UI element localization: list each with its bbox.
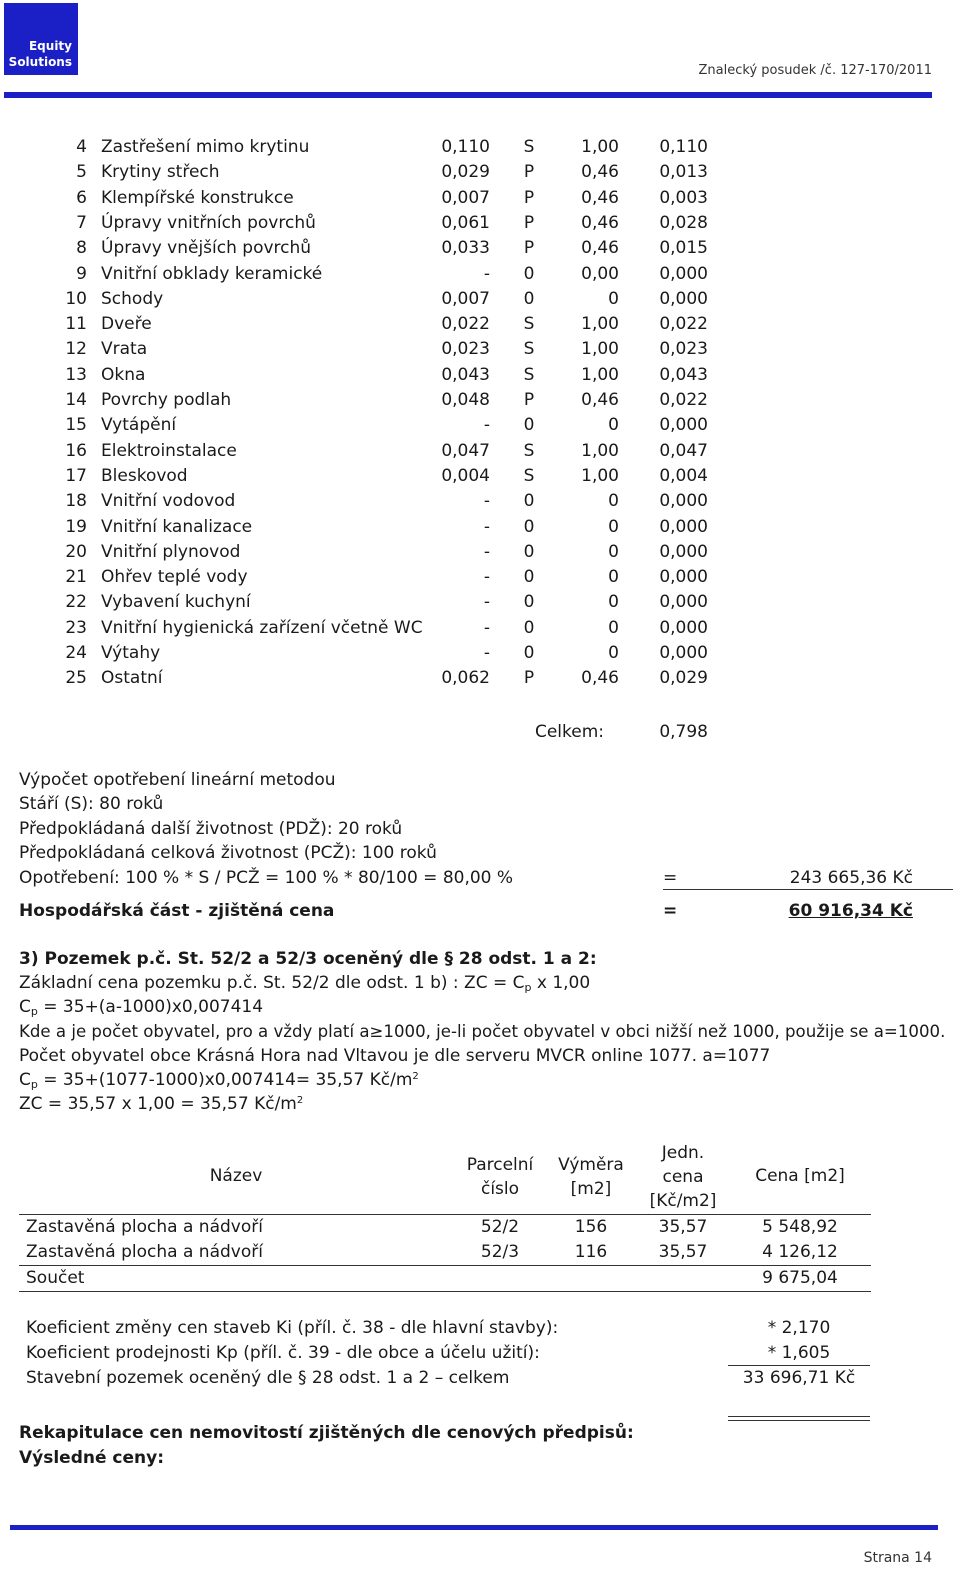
row-class: 0	[523, 541, 535, 562]
row-class: 0	[523, 617, 535, 638]
row-name: Vnitřní obklady keramické	[101, 263, 323, 284]
land-table-header-unit-1: Jedn.	[661, 1143, 705, 1163]
row-class: S	[523, 314, 535, 335]
row-result: 0,004	[659, 465, 708, 486]
row-name: Úpravy vnitřních povrchů	[101, 212, 316, 233]
row-number: 25	[65, 668, 87, 689]
row-coefficient: 0,46	[581, 212, 619, 233]
row-class: P	[523, 390, 535, 410]
row-share: 0,033	[441, 238, 490, 259]
land-cp-pre: C	[19, 1070, 31, 1090]
row-name: Schody	[101, 288, 164, 309]
row-coefficient: 0,46	[581, 668, 619, 689]
land-table-header-parcel-2: číslo	[480, 1179, 520, 1199]
land-table-header-name: Název	[209, 1166, 263, 1186]
wear-table-row	[0, 542, 720, 567]
land-cp-value	[19, 1070, 419, 1091]
land-base-price-b: x 1,00	[531, 973, 591, 993]
row-name: Dveře	[101, 314, 152, 335]
row-name: Vnitřní hygienická zařízení včetně WC	[101, 617, 423, 638]
land-table-header-area-1: Výměra	[558, 1155, 624, 1175]
row-coefficient: 0	[608, 617, 619, 638]
row-number: 8	[76, 238, 87, 259]
row-share: 0,062	[441, 668, 490, 689]
land-formula-pre: C	[19, 997, 31, 1017]
land-row-2-unit: 35,57	[658, 1242, 708, 1262]
row-coefficient: 1,00	[581, 137, 619, 157]
wear-calc-value: 243 665,36 Kč	[789, 868, 913, 888]
row-class: 0	[523, 592, 535, 613]
land-zc-sup: 2	[296, 1095, 304, 1106]
land-table-header-parcel-1: Parcelní	[466, 1155, 534, 1175]
row-name: Vnitřní plynovod	[101, 541, 241, 562]
row-number: 22	[65, 592, 87, 613]
row-name: Ostatní	[101, 668, 163, 689]
row-coefficient: 1,00	[581, 314, 619, 335]
land-zc-value	[19, 1094, 303, 1114]
row-class: S	[523, 339, 535, 360]
row-result: 0,000	[659, 288, 708, 309]
wear-table-row	[0, 188, 720, 213]
row-coefficient: 0	[608, 516, 619, 537]
land-row-1-unit: 35,57	[658, 1217, 708, 1237]
wear-calc-depreciation: Opotřebení: 100 % * S / PCŽ = 100 % * 80/100 = 80,00 %	[19, 868, 514, 888]
row-class: S	[523, 465, 535, 486]
row-result: 0,028	[659, 212, 708, 233]
row-share: 0,043	[441, 364, 490, 385]
row-share: 0,007	[441, 288, 490, 309]
wear-table-row	[0, 415, 720, 440]
row-class: S	[523, 137, 535, 157]
row-number: 12	[65, 339, 87, 360]
land-row-2-price: 4 126,12	[762, 1242, 838, 1262]
row-class: P	[523, 212, 535, 233]
row-result: 0,000	[659, 567, 708, 588]
row-number: 9	[76, 263, 87, 284]
row-result: 0,000	[659, 415, 708, 436]
wear-calc-eq: =	[663, 868, 678, 888]
row-share: -	[483, 617, 490, 638]
row-class: 0	[523, 491, 535, 512]
row-result: 0,043	[659, 364, 708, 385]
land-row-1-price: 5 548,92	[762, 1217, 838, 1237]
row-name: Vytápění	[101, 415, 177, 436]
wear-table-row	[0, 491, 720, 516]
company-logo	[4, 3, 78, 75]
land-cp-sub: p	[30, 1078, 38, 1091]
page-number: Strana 14	[863, 1550, 932, 1566]
land-table-header-unit-3: [Kč/m2]	[649, 1191, 717, 1211]
row-result: 0,029	[659, 668, 708, 689]
land-total-value: 33 696,71 Kč	[742, 1368, 856, 1388]
row-share: 0,007	[441, 187, 490, 208]
row-coefficient: 0,46	[581, 390, 619, 410]
row-result: 0,000	[659, 516, 708, 537]
row-share: -	[483, 541, 490, 562]
row-result: 0,022	[659, 314, 708, 335]
row-number: 19	[65, 516, 87, 537]
economic-part-label: Hospodářská část - zjištěná cena	[19, 901, 335, 921]
row-class: 0	[523, 415, 535, 436]
row-coefficient: 0	[608, 415, 619, 436]
wear-table-row	[0, 289, 720, 314]
row-coefficient: 1,00	[581, 364, 619, 385]
row-share: -	[483, 592, 490, 613]
row-number: 14	[65, 390, 87, 410]
wear-table-row	[0, 592, 720, 617]
row-name: Výtahy	[101, 643, 161, 663]
kp-underline	[728, 1365, 870, 1366]
wear-table-row	[0, 517, 720, 542]
row-coefficient: 1,00	[581, 440, 619, 461]
ki-label: Koeficient změny cen staveb Ki (příl. č. 38 - dle hlavní stavby):	[26, 1318, 559, 1338]
logo-line-2: Solutions	[8, 55, 72, 69]
row-coefficient: 1,00	[581, 339, 619, 360]
row-share: -	[483, 415, 490, 436]
land-sum-label: Součet	[26, 1268, 85, 1288]
row-name: Povrchy podlah	[101, 390, 232, 410]
row-coefficient: 0	[608, 567, 619, 588]
land-zc-line: ZC = 35,57 x 1,00 = 35,57 Kč/m	[19, 1094, 297, 1114]
row-coefficient: 0,46	[581, 238, 619, 259]
row-coefficient: 0	[608, 288, 619, 309]
land-base-price-a: Základní cena pozemku p.č. St. 52/2 dle odst. 1 b) : ZC = C	[19, 973, 525, 993]
row-result: 0,000	[659, 541, 708, 562]
land-cp-sup: 2	[412, 1071, 419, 1082]
row-number: 17	[65, 465, 87, 486]
row-result: 0,110	[659, 137, 708, 157]
economic-part-value: 60 916,34 Kč	[788, 901, 913, 921]
economic-part-eq: =	[663, 901, 678, 921]
row-class: P	[523, 162, 535, 183]
row-name: Úpravy vnějších povrchů	[101, 238, 312, 259]
recap-heading: Rekapitulace cen nemovitostí zjištěných dle cenových předpisů:	[19, 1423, 634, 1443]
row-name: Okna	[101, 364, 146, 385]
row-class: S	[523, 440, 535, 461]
row-number: 15	[65, 415, 87, 436]
kp-value: * 1,605	[767, 1343, 831, 1363]
wear-calc-underline	[663, 889, 953, 890]
row-class: 0	[523, 263, 535, 284]
row-result: 0,022	[659, 390, 708, 410]
row-result: 0,047	[659, 440, 708, 461]
row-result: 0,023	[659, 339, 708, 360]
row-number: 18	[65, 491, 87, 512]
land-total-label: Stavební pozemek oceněný dle § 28 odst. 1 a 2 – celkem	[26, 1368, 510, 1388]
row-number: 13	[65, 364, 87, 385]
row-result: 0,000	[659, 617, 708, 638]
row-number: 11	[65, 314, 87, 335]
row-share: 0,022	[441, 314, 490, 335]
row-share: 0,061	[441, 212, 490, 233]
wear-table-row	[0, 213, 720, 238]
row-name: Vybavení kuchyní	[101, 592, 251, 613]
row-share: -	[483, 643, 490, 663]
land-base-price	[19, 973, 590, 994]
row-result: 0,015	[659, 238, 708, 259]
row-name: Elektroinstalace	[101, 440, 237, 461]
row-name: Klempířské konstrukce	[101, 187, 294, 208]
row-name: Ohřev teplé vody	[101, 567, 248, 588]
row-share: -	[483, 516, 490, 537]
row-result: 0,013	[659, 162, 708, 183]
row-class: P	[523, 668, 535, 689]
ki-value: * 2,170	[767, 1318, 831, 1338]
land-formula	[19, 997, 263, 1018]
land-sum-line	[19, 1291, 871, 1292]
land-cp-post: = 35+(1077-1000)x0,007414= 35,57 Kč/m	[37, 1070, 413, 1090]
land-table-header-area-2: [m2]	[570, 1179, 612, 1199]
row-share: 0,048	[441, 390, 490, 410]
land-formula-post: = 35+(a-1000)x0,007414	[37, 997, 264, 1017]
land-row-2-area: 116	[574, 1242, 608, 1262]
row-number: 4	[76, 137, 87, 157]
land-table-header-line	[19, 1214, 871, 1215]
wear-table-row	[0, 314, 720, 339]
row-share: -	[483, 491, 490, 512]
row-name: Bleskovod	[101, 465, 188, 486]
land-sum-value: 9 675,04	[762, 1268, 838, 1288]
wear-table-row	[0, 618, 720, 643]
land-row-1-parcel: 52/2	[480, 1217, 520, 1237]
row-class: 0	[523, 288, 535, 309]
land-table-rows-line	[19, 1265, 871, 1266]
row-number: 10	[65, 288, 87, 309]
land-table-header-unit-2: cena	[662, 1167, 704, 1187]
row-coefficient: 0	[608, 643, 619, 663]
row-number: 5	[76, 162, 87, 183]
row-share: 0,004	[441, 465, 490, 486]
row-result: 0,003	[659, 187, 708, 208]
wear-table-row	[0, 643, 720, 668]
wear-calc-remaining-life: Předpokládaná další životnost (PDŽ): 20 roků	[19, 819, 403, 839]
row-coefficient: 0,46	[581, 187, 619, 208]
land-row-1-area: 156	[574, 1217, 608, 1237]
wear-table-row	[0, 137, 720, 162]
land-row-2-parcel: 52/3	[480, 1242, 520, 1262]
land-formula-sub: p	[30, 1005, 38, 1018]
land-base-price-sub: p	[524, 981, 532, 994]
row-coefficient: 0	[608, 491, 619, 512]
wear-table-row	[0, 339, 720, 364]
row-result: 0,000	[659, 643, 708, 663]
row-number: 23	[65, 617, 87, 638]
row-coefficient: 0,00	[581, 263, 619, 284]
wear-calc-total-life: Předpokládaná celková životnost (PCŽ): 100 roků	[19, 843, 437, 863]
wear-calc-method: Výpočet opotřebení lineární metodou	[19, 770, 336, 790]
land-row-1-name: Zastavěná plocha a nádvoří	[26, 1217, 263, 1237]
row-class: 0	[523, 643, 535, 663]
row-number: 16	[65, 440, 87, 461]
land-heading: 3) Pozemek p.č. St. 52/2 a 52/3 oceněný dle § 28 odst. 1 a 2:	[19, 949, 597, 969]
row-number: 21	[65, 567, 87, 588]
row-result: 0,000	[659, 491, 708, 512]
document-title: Znalecký posudek /č. 127-170/2011	[698, 63, 932, 78]
row-name: Vnitřní kanalizace	[101, 516, 253, 537]
row-share: 0,023	[441, 339, 490, 360]
row-coefficient: 0	[608, 541, 619, 562]
row-share: -	[483, 263, 490, 284]
wear-table-row	[0, 264, 720, 289]
wear-total-label: Celkem:	[534, 722, 604, 742]
row-name: Vnitřní vodovod	[101, 491, 236, 512]
land-total-double-line-1	[728, 1416, 870, 1417]
row-number: 6	[76, 187, 87, 208]
wear-table-row	[0, 466, 720, 491]
wear-table-row	[0, 162, 720, 187]
logo-line-1: Equity	[28, 39, 72, 53]
row-class: S	[523, 364, 535, 385]
wear-table-row	[0, 668, 720, 693]
footer-divider	[10, 1525, 938, 1530]
results-heading: Výsledné ceny:	[19, 1448, 165, 1468]
land-population: Počet obyvatel obce Krásná Hora nad Vltavou je dle serveru MVCR online 1077. a=1077	[19, 1046, 771, 1066]
row-share: 0,029	[441, 162, 490, 183]
row-number: 24	[65, 643, 87, 663]
land-note: Kde a je počet obyvatel, pro a vždy platí a≥1000, je-li počet obyvatel v obci nižší než 1000, použije se a=1000.	[19, 1022, 946, 1041]
row-share: -	[483, 567, 490, 588]
row-name: Vrata	[101, 339, 148, 360]
row-class: P	[523, 238, 535, 259]
row-class: P	[523, 187, 535, 208]
wear-total-value: 0,798	[659, 722, 708, 742]
land-total-double-line-2	[728, 1420, 870, 1421]
row-number: 7	[76, 212, 87, 233]
wear-table-row	[0, 567, 720, 592]
kp-label: Koeficient prodejnosti Kp (příl. č. 39 - dle obce a účelu užití):	[26, 1343, 540, 1363]
wear-table-row	[0, 441, 720, 466]
row-result: 0,000	[659, 592, 708, 613]
row-share: 0,047	[441, 440, 490, 461]
wear-calc-age: Stáří (S): 80 roků	[19, 794, 164, 814]
row-share: 0,110	[441, 137, 490, 157]
row-class: 0	[523, 567, 535, 588]
row-number: 20	[65, 541, 87, 562]
row-name: Krytiny střech	[101, 162, 220, 183]
row-coefficient: 0,46	[581, 162, 619, 183]
wear-table-row	[0, 238, 720, 263]
row-coefficient: 1,00	[581, 465, 619, 486]
header-divider	[4, 92, 932, 98]
row-name: Zastřešení mimo krytinu	[101, 137, 310, 157]
wear-table-row	[0, 365, 720, 390]
wear-table-row	[0, 390, 720, 415]
land-table-header-price: Cena [m2]	[755, 1166, 845, 1186]
row-coefficient: 0	[608, 592, 619, 613]
row-class: 0	[523, 516, 535, 537]
land-row-2-name: Zastavěná plocha a nádvoří	[26, 1242, 263, 1262]
row-result: 0,000	[659, 263, 708, 284]
